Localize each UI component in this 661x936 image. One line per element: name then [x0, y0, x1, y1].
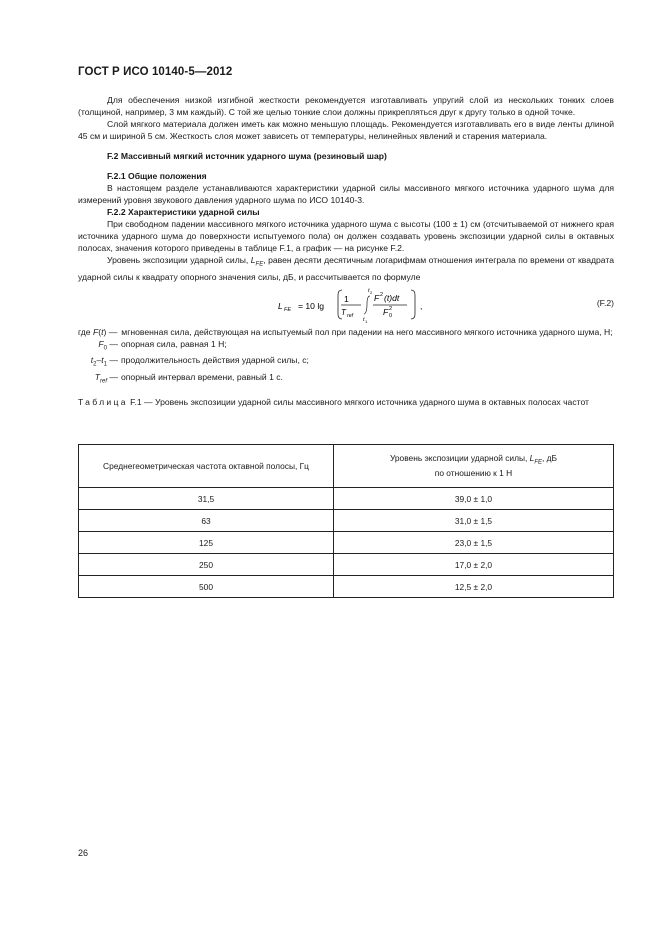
legend-item-f0: $F_0$ — опорная сила, равная 1 Н;	[98, 338, 227, 352]
section-title-f2: F.2 Массивный мягкий источник ударного шума (резиновый шар)	[107, 151, 387, 161]
formula-integral-sign	[364, 296, 370, 314]
document-body	[78, 94, 614, 408]
paragraph-f22-formula-intro: Уровень экспозиции ударной силы, $L_{FE}$, равен десяти десятичным логарифмам отношения интеграла по времени от квадрата ударной силы к квадрату опорного значения силы, дБ, и рассчитывается по формуле	[78, 255, 614, 282]
formula-lhs-sub: FE	[284, 306, 292, 313]
paragraph-f22: При свободном падении массивного мягкого источника ударного шума с высоты (100 ± 1) см (отсчитываемой от нижнего края источника ударного шума до поверхности испытуемого пола) он должен создавать уровень экспозиции ударной силы в октавных полосах, значения которого приведены в таблице F.1, а график — на рисунке F.2.	[78, 219, 614, 253]
table-header-row	[79, 445, 614, 488]
subsection-title-f22: F.2.2 Характеристики ударной силы	[107, 207, 260, 217]
table-cell-frequency: 500	[79, 576, 334, 598]
table-row	[79, 488, 614, 510]
paragraph-layer-construction: Для обеспечения низкой изгибной жесткости рекомендуется изготавливать упругий слой из нескольких тонких слоев (толщиной, например, 3 мм каждый). С той же целью тонкие слои должны прикрепляться друг к другу только в одной точке.	[78, 95, 614, 117]
table-row	[79, 510, 614, 532]
formula-lhs: L	[278, 300, 283, 311]
formula-den-sub: 0	[389, 312, 393, 319]
table-header-level: Уровень экспозиции ударной силы, $L_{FE}$, дБ по отношению к 1 Н	[334, 445, 614, 488]
table-cell-level: 31,0 ± 1,5	[334, 510, 614, 532]
table-cell-frequency: 31,5	[79, 488, 334, 510]
data-table-f1	[78, 444, 614, 598]
table-cell-level: 39,0 ± 1,0	[334, 488, 614, 510]
table-cell-level: 23,0 ± 1,5	[334, 532, 614, 554]
formula-den-f: F	[383, 306, 389, 317]
formula-tref-sub: ref	[347, 312, 354, 319]
paragraph-soft-layer-area: Слой мягкого материала должен иметь как можно меньшую площадь. Рекомендуется изготавливать его в виде ленты длиной 45 см и шириной 5 см. Жесткость слоя может зависеть от температуры, нелинейных явлений и старения материала.	[78, 119, 614, 141]
table-cell-frequency: 125	[79, 532, 334, 554]
formula-number: (F.2)	[596, 297, 614, 308]
table-row	[79, 532, 614, 554]
formula-den-sup: 2	[389, 305, 393, 312]
table-cell-frequency: 250	[79, 554, 334, 576]
formula-legend	[78, 326, 614, 388]
table-row	[79, 576, 614, 598]
legend-item-tref: $T_{ref}$ — опорный интервал времени, равный 1 с.	[94, 372, 283, 385]
formula-eq: = 10 lg	[298, 300, 325, 311]
formula-lower-limit: t	[363, 316, 365, 323]
formula-right-bracket	[411, 290, 415, 319]
formula-comma: ,	[420, 300, 423, 311]
table-cell-frequency: 63	[79, 510, 334, 532]
table-cell-level: 17,0 ± 2,0	[334, 554, 614, 576]
subsection-title-f21: F.2.1 Общие положения	[107, 171, 207, 181]
paragraph-f21: В настоящем разделе устанавливаются характеристики ударной силы массивного мягкого источника ударного шума для измерений уровня звукового давления ударного шума по ИСО 10140-3.	[78, 183, 614, 205]
formula-num-f: F	[374, 292, 380, 303]
table-header-frequency: Среднегеометрическая частота октавной полосы, Гц	[79, 445, 334, 488]
formula-upper-limit: t	[368, 287, 370, 294]
formula-tref: T	[341, 307, 346, 317]
table-row	[79, 554, 614, 576]
formula-lower-limit-sub: 1	[365, 318, 368, 324]
page-number: 26	[78, 848, 89, 858]
table-caption: Таблица F.1 — Уровень экспозиции ударной силы массивного мягкого источника ударного шума в октавных полосах частот	[78, 396, 589, 407]
formula-expression	[278, 286, 498, 324]
table-cell-level: 12,5 ± 2,0	[334, 576, 614, 598]
formula-upper-limit-sub: 2	[370, 289, 373, 295]
legend-item-duration: $t_2-t_1$ — продолжительность действия ударной силы, с;	[90, 355, 309, 369]
formula-f2	[78, 286, 614, 324]
document-header: ГОСТ Р ИСО 10140-5—2012	[78, 66, 233, 78]
legend-item-ft: где F(t) — мгновенная сила, действующая на испытуемый пол при падении на него массивного мягкого источника ударного шума, Н;	[78, 326, 613, 337]
formula-num-sup: 2	[380, 291, 384, 298]
formula-num-rest: (t)dt	[384, 292, 400, 303]
formula-one: 1	[344, 293, 349, 304]
